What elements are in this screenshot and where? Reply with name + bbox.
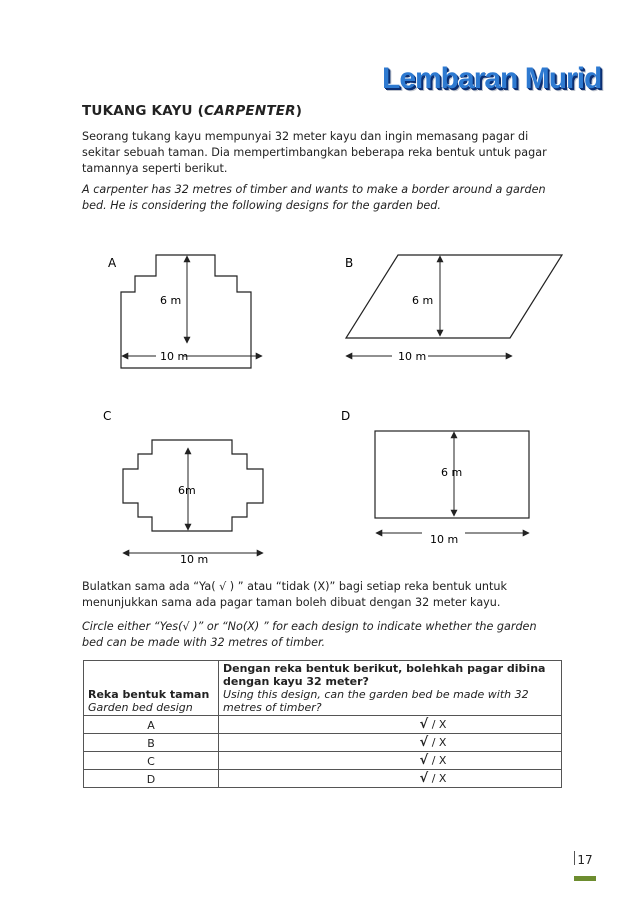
- figure-b-letter: B: [345, 256, 354, 270]
- yes-option[interactable]: √: [419, 753, 429, 768]
- header-design: [84, 661, 219, 716]
- design-cell: B: [84, 734, 219, 752]
- lembaran-murid-banner: Lembaran Murid: [382, 62, 602, 95]
- design-cell: A: [84, 716, 219, 734]
- instruction-malay: Bulatkan sama ada “Ya( √ ) ” atau “tidak (X)” bagi setiap reka bentuk untuk menunjukkan sama ada pagar taman boleh dibuat dengan 32 meter kayu.: [82, 580, 507, 609]
- figure-a: [108, 255, 262, 368]
- intro-malay: Seorang tukang kayu mempunyai 32 meter kayu dan ingin memasang pagar di sekitar sebuah taman. Dia mempertimbangkan beberapa reka bentuk untuk pagar tamannya seperti berikut.: [82, 130, 547, 175]
- header-question-malay: Dengan reka bentuk berikut, bolehkah pagar dibina dengan kayu 32 meter?: [223, 662, 546, 688]
- intro-english: A carpenter has 32 metres of timber and wants to make a border around a garden bed. He is considering the following designs for the garden bed.: [82, 183, 546, 212]
- figure-d-height-label: 6 m: [441, 466, 463, 479]
- figure-d: [341, 409, 529, 546]
- answer-cell[interactable]: [219, 716, 562, 734]
- yes-option[interactable]: √: [419, 717, 429, 732]
- table-header-row: [84, 661, 562, 716]
- header-design-malay: Reka bentuk taman: [88, 688, 210, 701]
- instruction-english: Circle either “Yes(√ )” or “No(X) ” for each design to indicate whether the garden bed can be made with 32 metres of timber.: [82, 620, 537, 649]
- figure-a-letter: A: [108, 256, 117, 270]
- header-design-english: Garden bed design: [88, 701, 193, 714]
- no-option[interactable]: / X: [428, 736, 447, 749]
- header-question: [219, 661, 562, 716]
- design-cell: D: [84, 770, 219, 788]
- design-cell: C: [84, 752, 219, 770]
- figure-d-width-label: 10 m: [430, 533, 459, 546]
- figure-b: [345, 255, 562, 363]
- answer-table: [83, 660, 562, 788]
- figure-c: [103, 409, 263, 566]
- figure-b-shape: [346, 255, 562, 338]
- no-option[interactable]: / X: [428, 718, 447, 731]
- figure-c-height-label: 6m: [178, 484, 196, 497]
- table-row: [84, 752, 562, 770]
- figure-a-width-label: 10 m: [160, 350, 189, 363]
- answer-cell[interactable]: [219, 734, 562, 752]
- table-row: [84, 716, 562, 734]
- table-row: [84, 770, 562, 788]
- table-row: [84, 734, 562, 752]
- figure-b-height-label: 6 m: [412, 294, 434, 307]
- figure-a-height-label: 6 m: [160, 294, 182, 307]
- page-number: 17: [577, 853, 593, 867]
- no-option[interactable]: / X: [428, 772, 447, 785]
- figure-d-letter: D: [341, 409, 351, 423]
- yes-option[interactable]: √: [419, 771, 429, 786]
- figure-b-width-label: 10 m: [398, 350, 427, 363]
- figure-c-letter: C: [103, 409, 112, 423]
- figure-c-width-label: 10 m: [180, 553, 209, 566]
- answer-cell[interactable]: [219, 770, 562, 788]
- header-question-english: Using this design, can the garden bed be made with 32 metres of timber?: [223, 688, 529, 714]
- no-option[interactable]: / X: [428, 754, 447, 767]
- answer-cell[interactable]: [219, 752, 562, 770]
- page-title: TUKANG KAYU (CARPENTER): [82, 103, 303, 119]
- yes-option[interactable]: √: [419, 735, 429, 750]
- page-footer-bar: [574, 876, 596, 881]
